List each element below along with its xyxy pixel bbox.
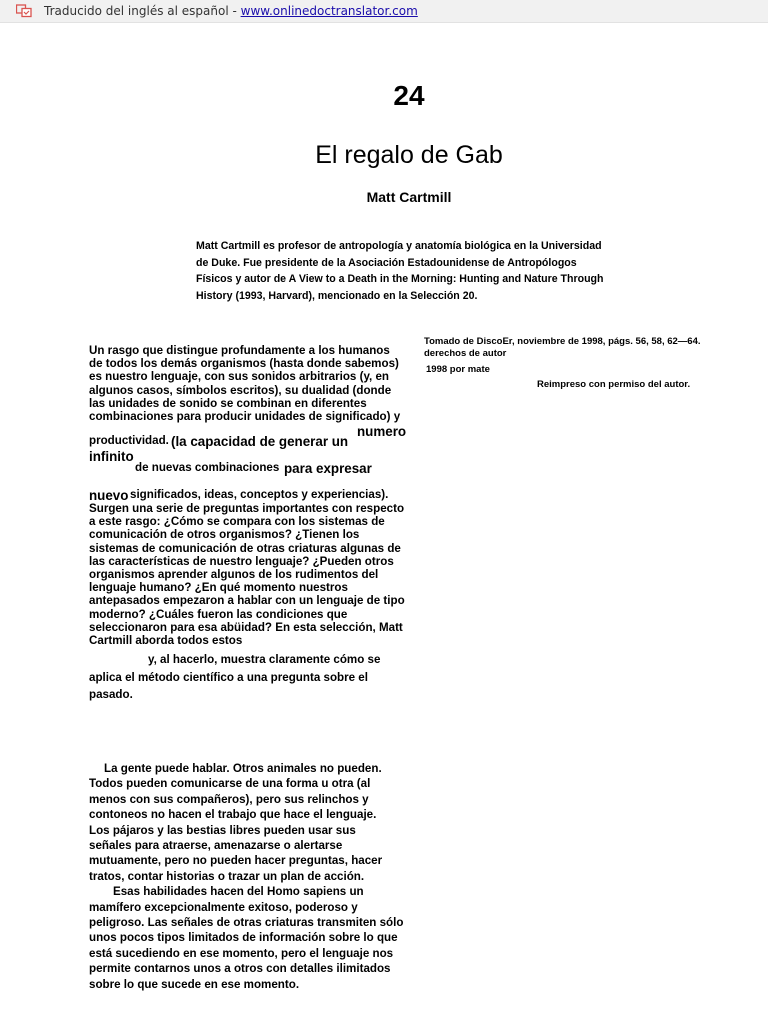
chapter-number: 24 <box>393 80 425 111</box>
body-line: Todos pueden comunicarse de una forma u otra (al <box>89 777 371 791</box>
body-line: está sucediendo en ese momento, pero el lenguaje nos <box>89 946 394 960</box>
intro-fragment: (la capacidad de generar un <box>171 434 349 449</box>
intro-fragment: significados, ideas, conceptos y experiencias). <box>130 488 389 501</box>
body-line: sobre lo que sucede en ese momento. <box>89 977 300 991</box>
intro-line: pasado. <box>89 688 133 701</box>
body-paragraph <box>89 761 403 992</box>
author-name: Matt Cartmill <box>366 189 452 205</box>
intro-tail <box>89 651 380 704</box>
body-line: peligroso. Las señales de otras criaturas transmiten sólo <box>89 916 404 930</box>
intro-fragment: infinito <box>89 449 134 464</box>
intro-fragment: nuevo <box>89 488 129 503</box>
intro-line: antepasados empezaron a hablar con un lenguaje de tipo <box>89 594 405 608</box>
body-line: contoneos no hacen el trabajo que hace el lenguaje. <box>89 808 377 822</box>
intro-line: a este rasgo: ¿Cómo se compara con los sistemas de <box>89 515 385 529</box>
intro-line: sistemas de comunicación de otras criaturas algunas de <box>89 541 401 555</box>
intro-line: lenguaje humano? ¿En qué momento nuestros <box>89 581 348 595</box>
intro-fragment: para expresar <box>284 461 372 476</box>
intro-line: Un rasgo que distingue profundamente a los humanos <box>89 344 390 357</box>
intro-fragment: productividad. <box>89 434 169 447</box>
translator-logo-icon[interactable] <box>16 4 34 18</box>
body-line: mutuamente, pero no pueden hacer preguntas, hacer <box>89 854 383 868</box>
intro-line: y, al hacerlo, muestra claramente cómo se <box>148 653 381 666</box>
intro-line: seleccionaron para esa abüidad? En esta selección, Matt <box>89 620 403 634</box>
intro-line: las características de nuestro lenguaje? ¿Pueden otros <box>89 554 394 568</box>
translation-banner <box>0 0 768 23</box>
page-title: El regalo de Gab <box>315 141 503 169</box>
intro-line: es nuestro lenguaje, con sus sonidos arbitrarios (y, en <box>89 370 390 384</box>
body-line: mamífero excepcionalmente exitoso, poderoso y <box>89 900 358 914</box>
body-line: permite contarnos unos a otros con detalles ilimitados <box>89 962 391 976</box>
banner-text: Traducido del inglés al español - <box>44 4 241 18</box>
body-line: menos con sus compañeros), pero sus relinchos y <box>89 792 369 806</box>
body-line: unos pocos tipos limitados de información sobre lo que <box>89 931 398 945</box>
bio-line: de Duke. Fue presidente de la Asociación Estadounidense de Antropólogos <box>196 256 577 269</box>
intro-line: aplica el método científico a una pregunta sobre el <box>89 670 368 684</box>
intro-line: las unidades de sonido se combinan en diferentes <box>89 396 367 410</box>
banner-link[interactable]: www.onlinedoctranslator.com <box>240 4 418 18</box>
body-line: Los pájaros y las bestias libres pueden usar sus <box>89 823 356 837</box>
intro-fragment: de nuevas combinaciones <box>135 461 280 474</box>
intro-line: combinaciones para producir unidades de significado) y <box>89 410 401 424</box>
intro-fragment: numero <box>357 424 407 439</box>
body-line: La gente puede hablar. Otros animales no pueden. <box>104 762 382 775</box>
intro-line: comunicación de otros organismos? ¿Tienen los <box>89 528 360 542</box>
body-line: Esas habilidades hacen del Homo sapiens un <box>113 885 364 899</box>
intro-line: de todos los demás organismos (hasta donde sabemos) <box>89 357 399 371</box>
intro-continuation <box>89 502 405 647</box>
author-bio <box>196 238 603 305</box>
body-line: tratos, contar historias o trazar un plan de acción. <box>89 869 365 883</box>
bio-line: Matt Cartmill es profesor de antropología y anatomía biológica en la Universidad <box>196 240 602 252</box>
bio-line: History (1993, Harvard), mencionado en la Selección 20. <box>196 290 478 303</box>
body-line: señales para atraerse, amenazarse o alertarse <box>89 839 343 853</box>
source-line: 1998 por mate <box>426 364 490 375</box>
intro-line: Surgen una serie de preguntas importantes con respecto <box>89 502 405 515</box>
intro-line: moderno? ¿Cuáles fueron las condiciones que <box>89 607 348 621</box>
source-line: Tomado de DiscoEr, noviembre de 1998, págs. 56, 58, 62—64. <box>424 336 701 347</box>
intro-paragraph <box>89 344 400 423</box>
source-line: derechos de autor <box>424 348 507 359</box>
intro-line: organismos aprender algunos de los rudimentos del <box>89 568 379 582</box>
reprint-note: Reimpreso con permiso del autor. <box>537 379 691 390</box>
bio-line: Físicos y autor de A View to a Death in the Morning: Hunting and Nature Through <box>196 273 604 286</box>
intro-line: algunos casos, símbolos escritos), su dualidad (donde <box>89 383 392 397</box>
intro-line: Cartmill aborda todos estos <box>89 634 243 648</box>
